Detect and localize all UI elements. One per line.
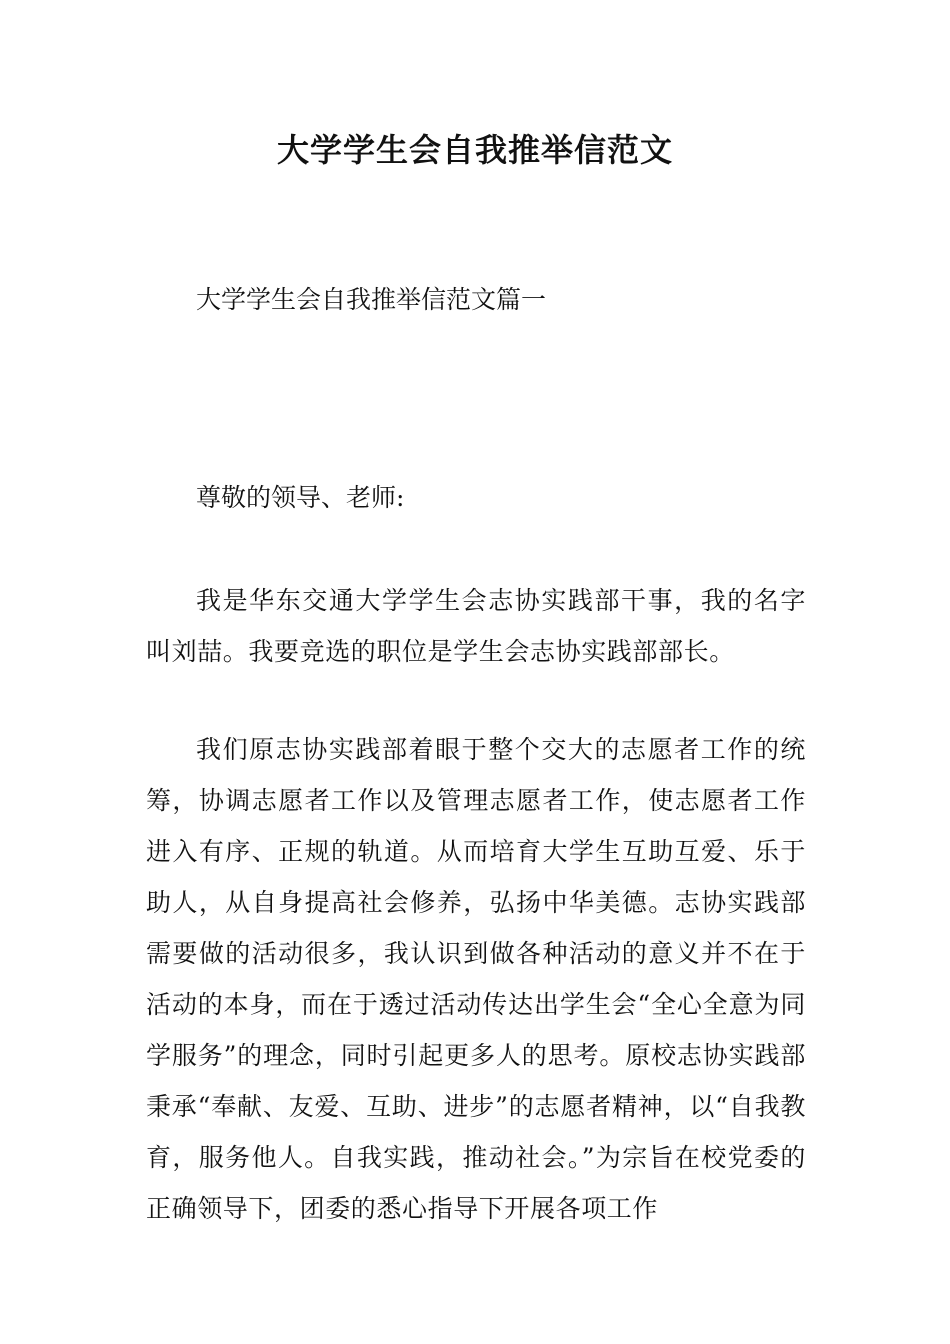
paragraph-1: 我是华东交通大学学生会志协实践部干事，我的名字叫刘喆。我要竞选的职位是学生会志协实践部部长。 bbox=[146, 586, 806, 666]
document-title: 大学学生会自我推举信范文 bbox=[276, 131, 673, 169]
document-subtitle: 大学学生会自我推举信范文篇一 bbox=[196, 285, 547, 314]
salutation: 尊敬的领导、老师: bbox=[196, 483, 405, 512]
paragraph-2: 我们原志协实践部着眼于整个交大的志愿者工作的统筹，协调志愿者工作以及管理志愿者工作，使志愿者工作进入有序、正规的轨道。从而培育大学生互助互爱、乐于助人，从自身提高社会修养，弘扬中华美德。志协实践部需要做的活动很多，我认识到做各种活动的意义并不在于活动的本身，而在于透过活动传达出学生会“全心全意为同学服务”的理念，同时引起更多人的思考。原校志协实践部秉承“奉献、友爱、互助、进步”的志愿者精神，以“自我教育，服务他人。自我实践，推动社会。”为宗旨在校党委的正确领导下，团委的悉心指导下开展各项工作 bbox=[146, 735, 806, 1223]
